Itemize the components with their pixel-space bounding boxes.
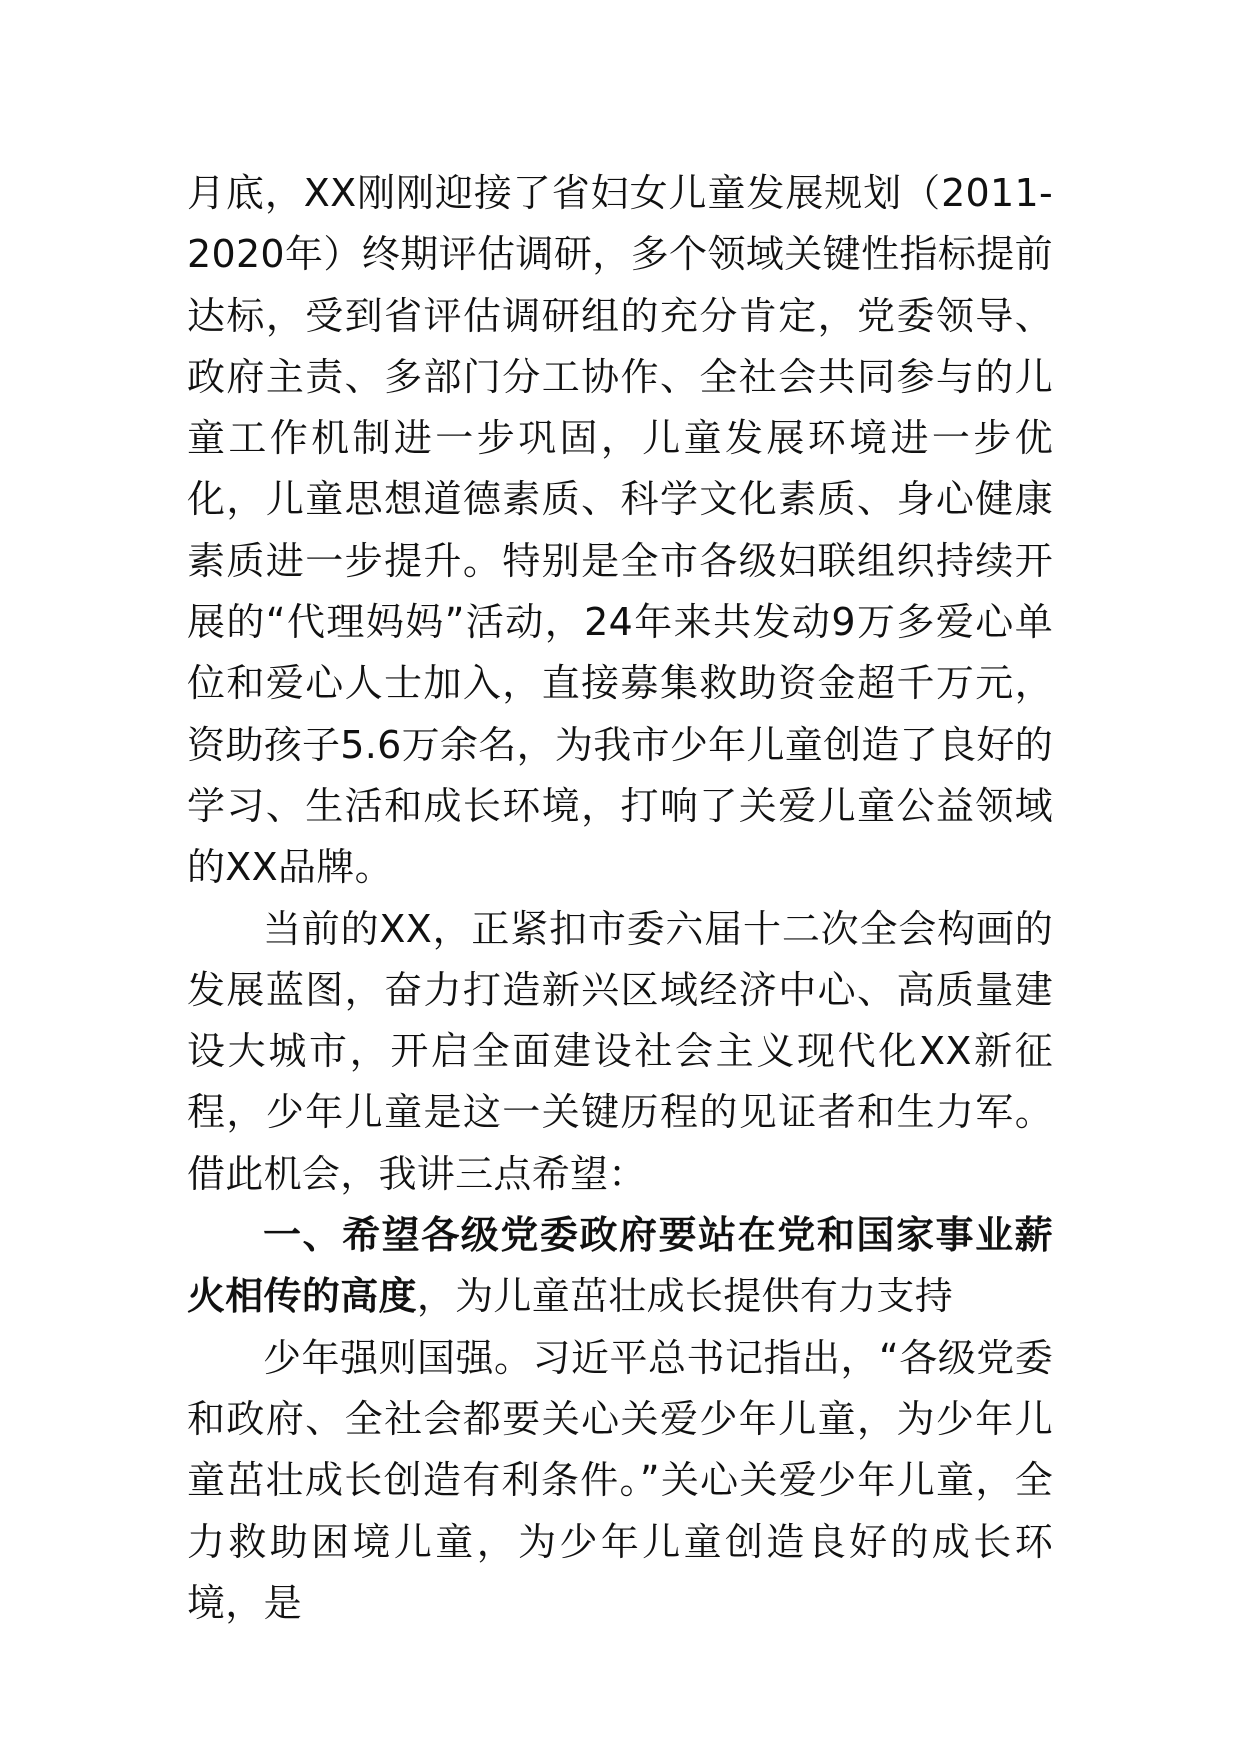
section-heading-one [187,1205,1053,1328]
section-heading-one-bold: 一、希望各级党委政府要站在党和国家事业薪火相传的高度 [187,1213,1053,1319]
paragraph-progress-review: 月底，XX刚刚迎接了省妇女儿童发展规划（2011-2020年）终期评估调研，多个领域关键性指标提前达标，受到省评估调研组的充分肯定，党委领导、政府主责、多部门分工协作、全社会共同参与的儿童工作机制进一步巩固，儿童发展环境进一步优化，儿童思想道德素质、科学文化素质、身心健康素质进一步提升。特别是全市各级妇联组织持续开展的“代理妈妈”活动，24年来共发动9万多爱心单位和爱心人士加入，直接募集救助资金超千万元，资助孩子5.6万余名，为我市少年儿童创造了良好的学习、生活和成长环境，打响了关爱儿童公益领域的XX品牌。 [187,171,1053,890]
paragraph-current-situation: 当前的XX，正紧扣市委六届十二次全会构画的发展蓝图，奋力打造新兴区域经济中心、高质量建设大城市，开启全面建设社会主义现代化XX新征程，少年儿童是这一关键历程的见证者和生力军。借此机会，我讲三点希望： [187,906,1053,1196]
paragraph-youth-strong: 少年强则国强。习近平总书记指出，“各级党委和政府、全社会都要关心关爱少年儿童，为少年儿童茁壮成长创造有利条件。”关心关爱少年儿童，全力救助困境儿童，为少年儿童创造良好的成长环境，是 [187,1335,1053,1625]
section-heading-one-rest: ，为儿童茁壮成长提供有力支持 [416,1274,954,1319]
document-body [187,163,1053,1634]
